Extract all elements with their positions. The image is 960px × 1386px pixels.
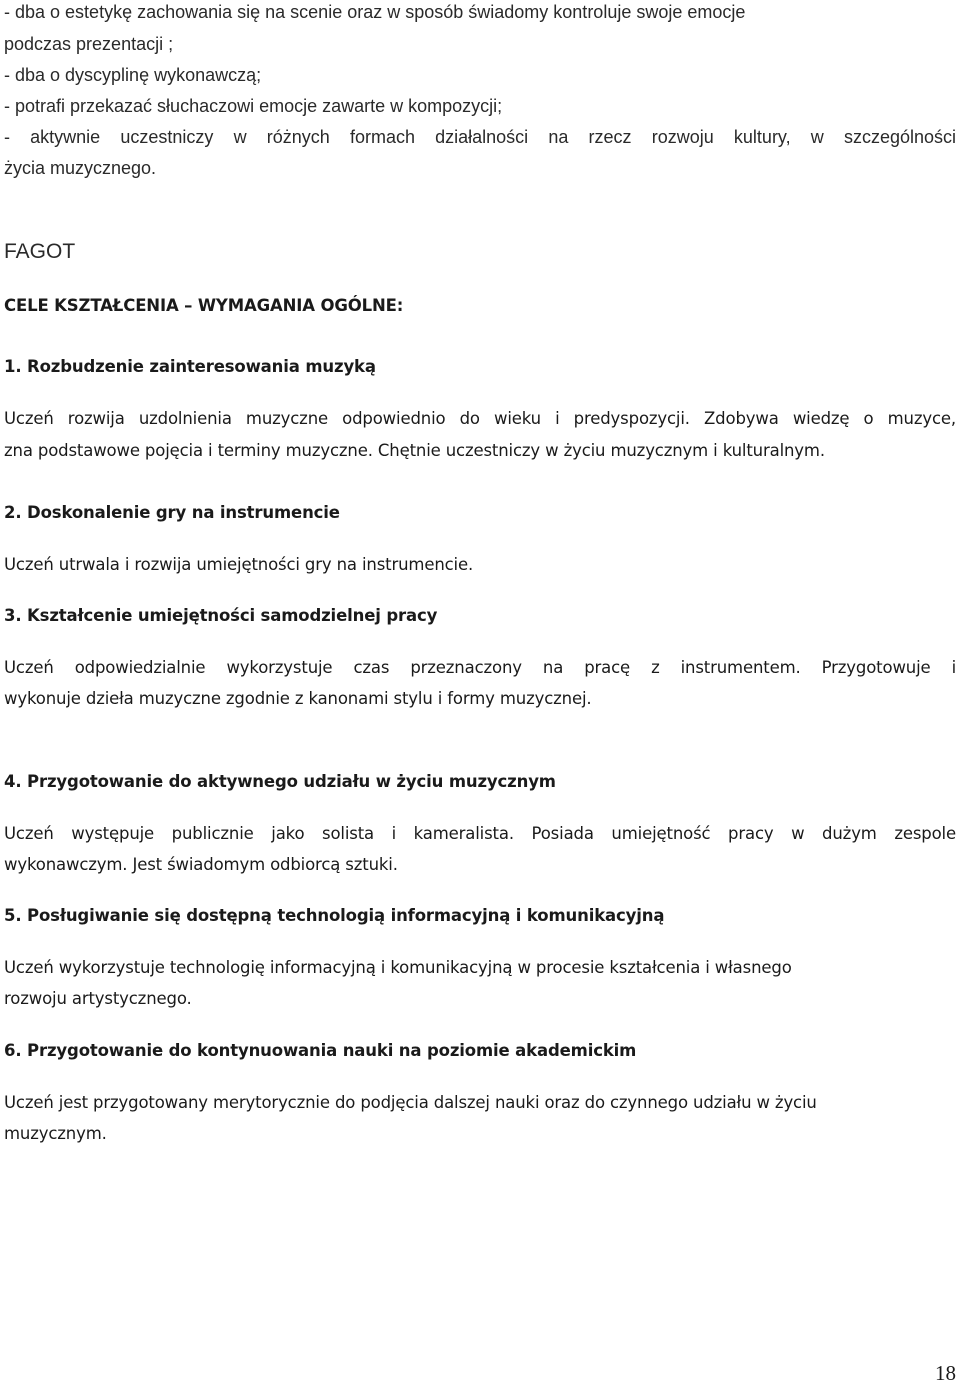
page-number: 18 (935, 1361, 956, 1385)
goal-text-line: Uczeń występuje publicznie jako solista i kameralista. Posiada umiejętność pracy w dużym zespole (4, 824, 956, 843)
intro-line: - aktywnie uczestniczy w różnych formach działalności na rzecz rozwoju kultury, w szczególności (4, 127, 956, 147)
subtitle: CELE KSZTAŁCENIA – WYMAGANIA OGÓLNE: (4, 296, 404, 315)
goal-text-line: wykonawczym. Jest świadomym odbiorcą sztuki. (4, 855, 398, 874)
goal-text-line: rozwoju artystycznego. (4, 989, 192, 1008)
goal-heading: 6. Przygotowanie do kontynuowania nauki na poziomie akademickim (4, 1041, 637, 1060)
goal-text-line: Uczeń odpowiedzialnie wykorzystuje czas przeznaczony na pracę z instrumentem. Przygotowuje i (4, 658, 956, 677)
intro-line: - potrafi przekazać słuchaczowi emocje zawarte w kompozycji; (4, 96, 503, 116)
goal-text-line: wykonuje dzieła muzyczne zgodnie z kanonami stylu i formy muzycznej. (4, 689, 592, 708)
goal-heading: 2. Doskonalenie gry na instrumencie (4, 503, 340, 522)
goal-heading: 3. Kształcenie umiejętności samodzielnej pracy (4, 606, 438, 625)
section-title: FAGOT (4, 240, 76, 263)
intro-line: - dba o dyscyplinę wykonawczą; (4, 65, 262, 85)
intro-line: podczas prezentacji ; (4, 34, 174, 54)
goal-heading: 4. Przygotowanie do aktywnego udziału w życiu muzycznym (4, 772, 556, 791)
goal-text-line: muzycznym. (4, 1124, 107, 1143)
goal-text-line: Uczeń wykorzystuje technologię informacyjną i komunikacyjną w procesie kształcenia i własnego (4, 958, 792, 977)
goal-heading: 1. Rozbudzenie zainteresowania muzyką (4, 357, 376, 376)
goal-text-line: Uczeń jest przygotowany merytorycznie do podjęcia dalszej nauki oraz do czynnego udziału w życiu (4, 1093, 817, 1112)
goal-text-line: Uczeń rozwija uzdolnienia muzyczne odpowiednio do wieku i predyspozycji. Zdobywa wiedzę o muzyce, (4, 409, 956, 428)
goal-text-line: zna podstawowe pojęcia i terminy muzyczne. Chętnie uczestniczy w życiu muzycznym i kulturalnym. (4, 441, 825, 460)
intro-line: - dba o estetykę zachowania się na scenie oraz w sposób świadomy kontroluje swoje emocje (4, 2, 746, 22)
goal-heading: 5. Posługiwanie się dostępną technologią informacyjną i komunikacyjną (4, 906, 665, 925)
intro-line: życia muzycznego. (4, 158, 157, 178)
goal-text-line: Uczeń utrwala i rozwija umiejętności gry na instrumencie. (4, 555, 474, 574)
